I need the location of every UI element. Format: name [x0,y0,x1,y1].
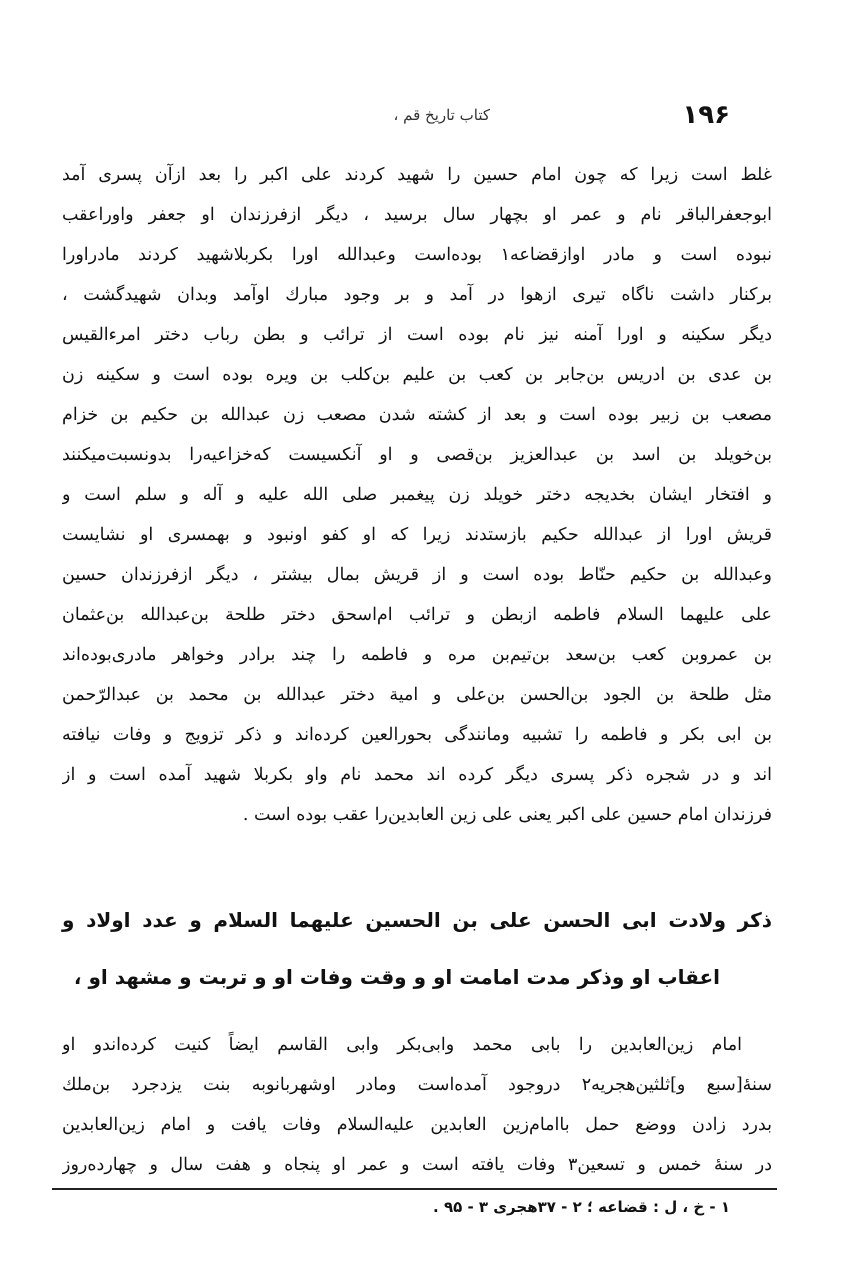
text-line: برکنار داشت ناگاه تیری ازهوا در آمد و بر وجود مبارك اوآمد وبدان شهیدگشت ، [62,285,772,305]
heading-text: اعقاب او وذکر مدت امامت او و وقت وفات او و تربت و مشهد او ، [73,965,720,989]
text-line: اند و در شجره ذکر پسری دیگر کرده اند محمد نام واو بکربلا شهید آمده است و از [62,765,772,785]
text-line: امام زین‌العابدین را بابی محمد وابی‌بکر وابی القاسم ایضاً کنیت کرده‌اندو او [62,1035,742,1055]
running-title: کتاب تاریخ قم ، [393,106,490,124]
text-line: بن ابی بکر و فاطمه را تشبیه ومانندگی بحورالعین کرده‌اند و ذکر تزویج و وفات نیافته [62,725,772,745]
text-line: بن عمروبن کعب بن‌سعد بن‌تیم‌بن مره و فاطمه را چند برادر وخواهر مادری‌بوده‌اند [62,645,772,665]
text-line: بن‌خویلد بن اسد بن عبدالعزیز بن‌قصی و او آنکسیست که‌خزاعیه‌را بدونسبت‌میکنند [62,445,772,465]
text-line: در سنهٔ خمس و تسعین۳ وفات یافته است و عمر او پنجاه و هفت سال و چهارده‌روز [62,1155,772,1175]
text-line: ابوجعفرالباقر نام و عمر او بچهار سال برسید ، دیگر ازفرزندان او جعفر واوراعقب [62,205,772,225]
page-number: ۱۹۶ [682,100,730,130]
text-line: بدرد زادن ووضع حمل باامام‌زین العابدین علیه‌السلام وفات یافت و امام زین‌العابدین [62,1115,772,1135]
text-line: قریش اورا از عبدالله حکیم بازستدند زیرا که او کفو اونبود و بهمسری او نشایست [62,525,772,545]
text-line: و افتخار ایشان بخدیجه دختر خویلد زن پیغمبر صلی الله علیه و آله و سلم است و [62,485,772,505]
page-header [70,100,730,140]
text-line: نبوده است و مادر اوازقضاعه۱ بوده‌است وعبدالله اورا بکربلاشهید کردند مادراورا [62,245,772,265]
section-heading-line-2 [73,962,720,992]
text-line: دیگر سکینه و اورا آمنه نیز نام بوده است از ترائب و بطن رباب دختر امرءالقیس [62,325,772,345]
text-line: بن عدی بن ادریس بن‌جابر بن کعب بن علیم بن‌کلب بن ویره بوده است و سکینه زن [62,365,772,385]
text-line: مصعب بن زبیر بوده است و بعد از کشته شدن مصعب زن عبدالله بن حکیم بن خزام [62,405,772,425]
text-line: علی علیهما السلام فاطمه ازبطن و ترائب ام‌اسحق دختر طلحة بن‌عبدالله بن‌عثمان [62,605,772,625]
footnote-divider [52,1188,777,1190]
footnote: ۱ - خ ، ل : قضاعه ؛ ۲ - ۳۷هجری ۳ - ۹۵ . [433,1198,730,1216]
paragraph-2 [62,1025,772,1185]
heading-text: ذکر ولادت ابی الحسن علی بن الحسین علیهما السلام و عدد اولاد و [62,908,772,932]
text-line-last: فرزندان امام حسین علی اکبر یعنی علی زین العابدین‌را عقب بوده است . [242,805,772,825]
section-heading-line-1 [62,905,772,935]
paragraph-1 [62,155,772,835]
text-line: مثل طلحة بن الجود بن‌الحسن بن‌علی و امیة دختر عبدالله بن محمد بن عبدالرّحمن [62,685,772,705]
text-line: وعبدالله بن حکیم حنّاط بوده است و از قریش بمال بیشتر ، دیگر ازفرزندان حسین [62,565,772,585]
text-line: سنهٔ[سبع و]ثلثین‌هجریه۲ دروجود آمده‌است ومادر اوشهربانوبه بنت یزدجرد بن‌ملك [62,1075,772,1095]
text-line: غلط است زیرا که چون امام حسین را شهید کردند علی اکبر را بعد ازآن پسری آمد [62,165,772,185]
